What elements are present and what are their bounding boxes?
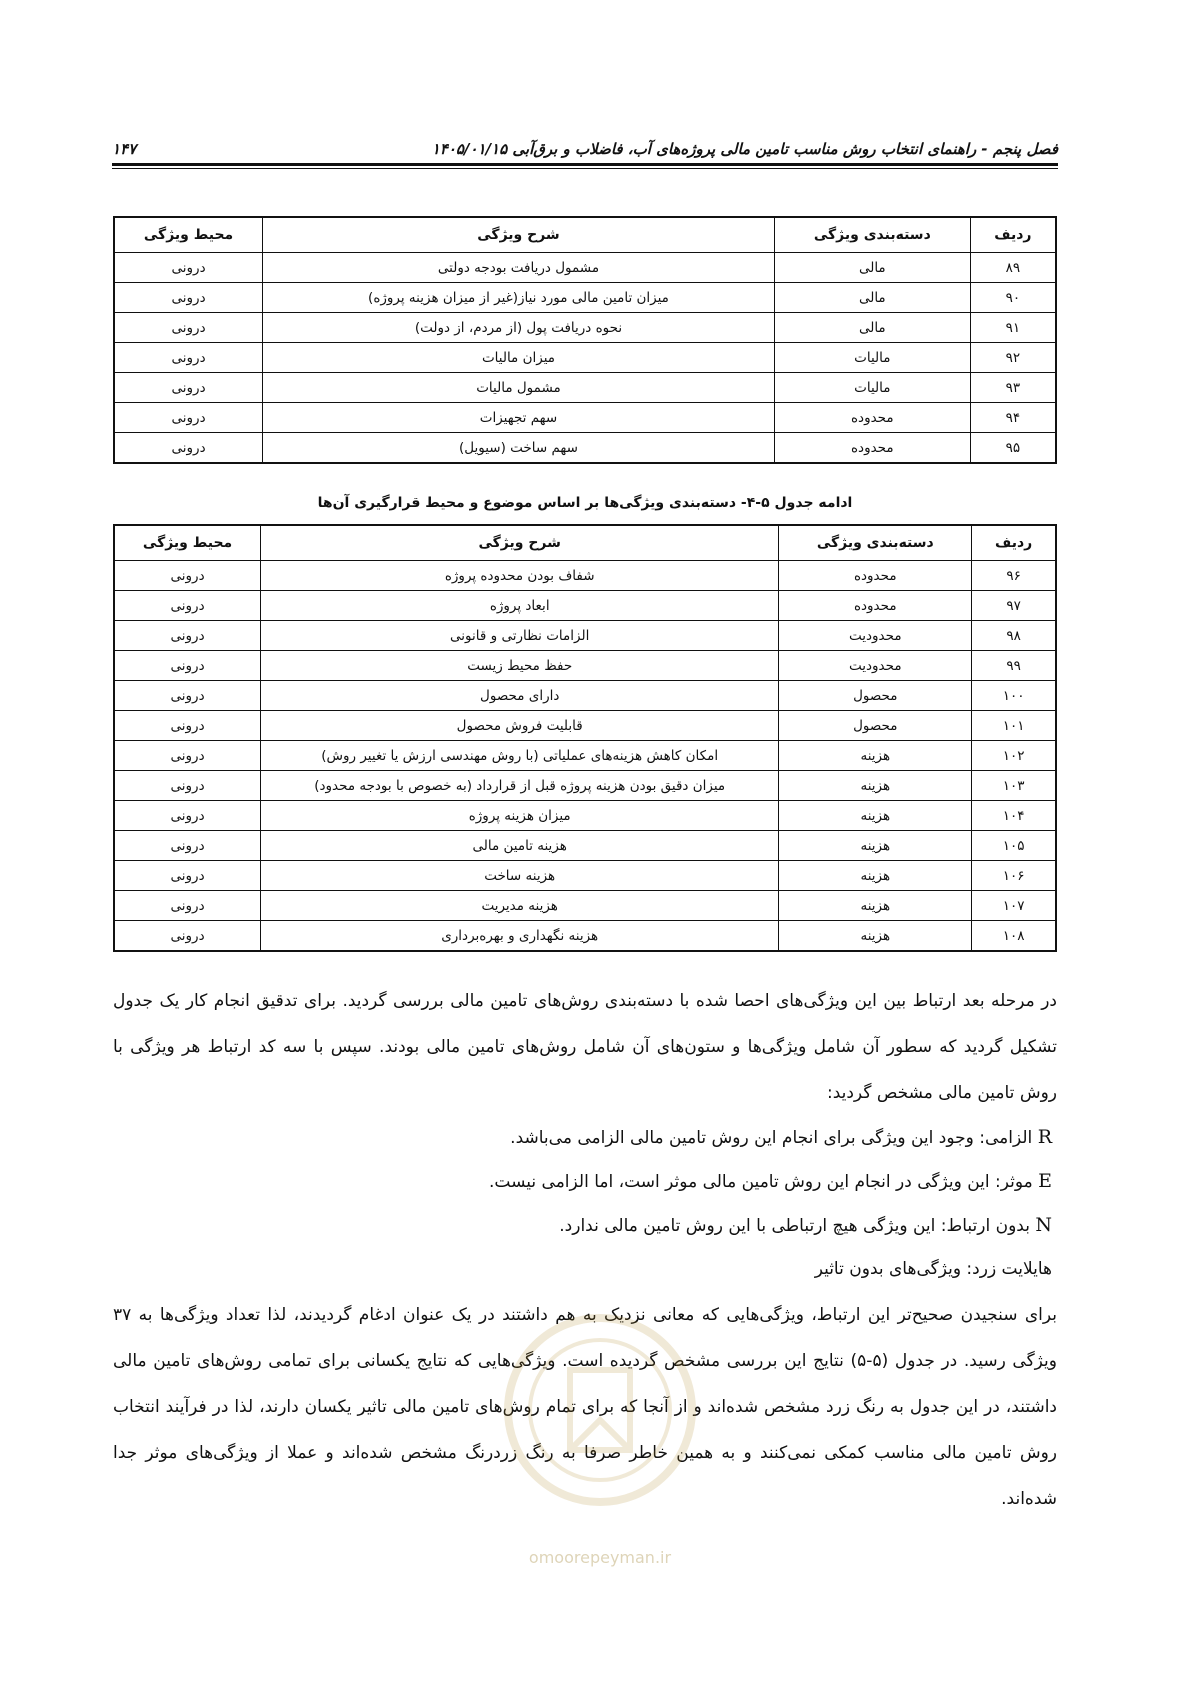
- header-rule: [112, 163, 1058, 166]
- code-text: بدون ارتباط: این ویژگی هیچ ارتباطی با این روش تامین مالی ندارد.: [559, 1216, 1030, 1236]
- table-caption: ادامه جدول ۵-۴- دسته‌بندی ویژگی‌ها بر اساس موضوع و محیط قرارگیری آن‌ها: [317, 495, 853, 511]
- cell-description: میزان هزینه پروژه: [261, 801, 779, 831]
- cell-category: هزینه: [779, 801, 972, 831]
- cell-description: هزینه نگهداری و بهره‌برداری: [261, 921, 779, 952]
- table-row: [114, 921, 1056, 952]
- cell-environment: درونی: [114, 621, 261, 651]
- col-header-environment: محیط ویژگی: [114, 525, 261, 561]
- col-header-row: ردیف: [970, 217, 1056, 253]
- watermark-text: omoorepeyman.ir: [528, 1548, 672, 1567]
- cell-description: نحوه دریافت پول (از مردم، از دولت): [263, 313, 775, 343]
- cell-environment: درونی: [114, 741, 261, 771]
- table-row: [114, 373, 1056, 403]
- table-row: [114, 651, 1056, 681]
- col-header-description: شرح ویژگی: [261, 525, 779, 561]
- page-number: ۱۴۷: [112, 140, 137, 158]
- cell-row: ۹۶: [972, 561, 1056, 591]
- cell-row: ۱۰۳: [972, 771, 1056, 801]
- page-header: [112, 130, 1058, 158]
- cell-category: محصول: [779, 711, 972, 741]
- cell-category: هزینه: [779, 831, 972, 861]
- code-letter: N: [1035, 1214, 1052, 1236]
- code-item-r: [352, 1116, 1052, 1160]
- cell-category: مالی: [774, 253, 970, 283]
- cell-description: هزینه مدیریت: [261, 891, 779, 921]
- cell-category: هزینه: [779, 891, 972, 921]
- cell-description: قابلیت فروش محصول: [261, 711, 779, 741]
- features-table-2: [113, 524, 1057, 952]
- table-row: [114, 403, 1056, 433]
- cell-description: مشمول دریافت بودجه دولتی: [263, 253, 775, 283]
- cell-description: سهم ساخت (سیویل): [263, 433, 775, 464]
- cell-environment: درونی: [114, 561, 261, 591]
- cell-row: ۱۰۲: [972, 741, 1056, 771]
- code-item-highlight: [352, 1248, 1052, 1291]
- cell-description: امکان کاهش هزینه‌های عملیاتی (با روش مهندسی ارزش یا تغییر روش): [261, 741, 779, 771]
- cell-description: میزان مالیات: [263, 343, 775, 373]
- table-row: [114, 621, 1056, 651]
- cell-environment: درونی: [114, 711, 261, 741]
- cell-category: مالیات: [774, 343, 970, 373]
- cell-row: ۹۲: [970, 343, 1056, 373]
- table-header-row: [114, 525, 1056, 561]
- features-table-1: [113, 216, 1057, 464]
- col-header-row: ردیف: [972, 525, 1056, 561]
- table-row: [114, 801, 1056, 831]
- cell-category: محدودیت: [779, 621, 972, 651]
- code-text: الزامی: وجود این ویژگی برای انجام این روش تامین مالی الزامی می‌باشد.: [510, 1128, 1033, 1148]
- table-row: [114, 711, 1056, 741]
- cell-category: هزینه: [779, 861, 972, 891]
- table-header-row: [114, 217, 1056, 253]
- cell-category: محدودیت: [779, 651, 972, 681]
- table-row: [114, 343, 1056, 373]
- paragraph-intro: [113, 978, 1057, 1116]
- table-row: [114, 741, 1056, 771]
- cell-row: ۱۰۴: [972, 801, 1056, 831]
- paragraph-text: برای سنجیدن صحیح‌تر این ارتباط، ویژگی‌هایی که معانی نزدیک به هم داشتند در یک عنوان ادغام گردیدند، لذا تعداد ویژگی‌ها به ۳۷ ویژگی رسید. در جدول (۵-۵) نتایج این بررسی مشخص گردیده است. ویژگی‌هایی که نتایج یکسانی برای تمامی روش‌های تامین مالی داشتند، در این جدول به رنگ زرد مشخص شده‌اند و از آنجا که برای تمام روش‌های تامین مالی تاثیر یکسان دارند، لذا در فرآیند انتخاب روش تامین مالی مناسب کمکی نمی‌کنند و به همین خاطر صرفا به رنگ زرد‌رنگ مشخص شده‌اند و عملا از ویژگی‌های موثر جدا شده‌اند.: [113, 1305, 1057, 1509]
- cell-category: مالی: [774, 313, 970, 343]
- cell-row: ۱۰۱: [972, 711, 1056, 741]
- cell-category: محدوده: [779, 561, 972, 591]
- col-header-environment: محیط ویژگی: [114, 217, 263, 253]
- col-header-description: شرح ویژگی: [263, 217, 775, 253]
- cell-description: شفاف بودن محدوده پروژه: [261, 561, 779, 591]
- cell-description: ابعاد پروژه: [261, 591, 779, 621]
- table-row: [114, 313, 1056, 343]
- table-row: [114, 283, 1056, 313]
- cell-environment: درونی: [114, 343, 263, 373]
- table-row: [114, 591, 1056, 621]
- code-item-n: [352, 1204, 1052, 1248]
- cell-category: محدوده: [774, 433, 970, 464]
- table-row: [114, 561, 1056, 591]
- cell-environment: درونی: [114, 253, 263, 283]
- cell-category: مالیات: [774, 373, 970, 403]
- cell-row: ۱۰۵: [972, 831, 1056, 861]
- header-rule-thin: [112, 168, 1058, 169]
- cell-environment: درونی: [114, 283, 263, 313]
- cell-category: مالی: [774, 283, 970, 313]
- cell-environment: درونی: [114, 681, 261, 711]
- table-row: [114, 891, 1056, 921]
- cell-description: میزان تامین مالی مورد نیاز(غیر از میزان هزینه پروژه): [263, 283, 775, 313]
- cell-row: ۹۸: [972, 621, 1056, 651]
- cell-environment: درونی: [114, 591, 261, 621]
- cell-description: میزان دقیق بودن هزینه پروژه قبل از قرارداد (به خصوص با بودجه محدود): [261, 771, 779, 801]
- code-item-e: [352, 1160, 1052, 1204]
- cell-environment: درونی: [114, 651, 261, 681]
- code-letter: R: [1037, 1126, 1052, 1148]
- cell-environment: درونی: [114, 771, 261, 801]
- cell-row: ۹۱: [970, 313, 1056, 343]
- code-text: موثر: این ویژگی در انجام این روش تامین مالی موثر است، اما الزامی نیست.: [489, 1172, 1033, 1192]
- cell-environment: درونی: [114, 801, 261, 831]
- cell-row: ۱۰۷: [972, 891, 1056, 921]
- cell-environment: درونی: [114, 891, 261, 921]
- code-letter: E: [1038, 1170, 1052, 1192]
- table-row: [114, 771, 1056, 801]
- table-row: [114, 831, 1056, 861]
- cell-description: هزینه تامین مالی: [261, 831, 779, 861]
- col-header-category: دسته‌بندی ویژگی: [774, 217, 970, 253]
- table-row: [114, 433, 1056, 464]
- cell-environment: درونی: [114, 861, 261, 891]
- header-title: فصل پنجم - راهنمای انتخاب روش مناسب تامین مالی پروژه‌های آب، فاضلاب و برق‌آبی ۱۴۰۵/۰۱/۱۵: [431, 140, 1058, 158]
- cell-description: الزامات نظارتی و قانونی: [261, 621, 779, 651]
- cell-row: ۱۰۸: [972, 921, 1056, 952]
- cell-environment: درونی: [114, 433, 263, 464]
- cell-category: محدوده: [774, 403, 970, 433]
- cell-row: ۱۰۶: [972, 861, 1056, 891]
- cell-category: محدوده: [779, 591, 972, 621]
- cell-environment: درونی: [114, 313, 263, 343]
- cell-description: هزینه ساخت: [261, 861, 779, 891]
- table-row: [114, 681, 1056, 711]
- paragraph-text: در مرحله بعد ارتباط بین این ویژگی‌های احصا شده با دسته‌بندی روش‌های تامین مالی بررسی گردید. برای تدقیق انجام کار یک جدول تشکیل گردید که سطور آن شامل ویژگی‌ها و ستون‌های آن شامل روش‌های تامین مالی بودند. سپس با سه کد ارتباط هر ویژگی با روش تامین مالی مشخص گردید:: [113, 991, 1057, 1103]
- cell-description: دارای محصول: [261, 681, 779, 711]
- cell-category: محصول: [779, 681, 972, 711]
- watermark-seal-icon: [500, 1310, 700, 1510]
- cell-category: هزینه: [779, 771, 972, 801]
- cell-row: ۸۹: [970, 253, 1056, 283]
- cell-environment: درونی: [114, 831, 261, 861]
- cell-environment: درونی: [114, 373, 263, 403]
- cell-row: ۹۹: [972, 651, 1056, 681]
- cell-category: هزینه: [779, 921, 972, 952]
- code-list: [352, 1116, 1052, 1291]
- cell-description: سهم تجهیزات: [263, 403, 775, 433]
- cell-environment: درونی: [114, 403, 263, 433]
- cell-row: ۹۵: [970, 433, 1056, 464]
- cell-row: ۹۳: [970, 373, 1056, 403]
- cell-description: حفظ محیط زیست: [261, 651, 779, 681]
- cell-row: ۹۰: [970, 283, 1056, 313]
- code-text: هایلایت زرد: ویژگی‌های بدون تاثیر: [814, 1259, 1052, 1279]
- cell-environment: درونی: [114, 921, 261, 952]
- cell-category: هزینه: [779, 741, 972, 771]
- table-row: [114, 861, 1056, 891]
- table-row: [114, 253, 1056, 283]
- cell-row: ۱۰۰: [972, 681, 1056, 711]
- col-header-category: دسته‌بندی ویژگی: [779, 525, 972, 561]
- cell-row: ۹۷: [972, 591, 1056, 621]
- cell-description: مشمول مالیات: [263, 373, 775, 403]
- cell-row: ۹۴: [970, 403, 1056, 433]
